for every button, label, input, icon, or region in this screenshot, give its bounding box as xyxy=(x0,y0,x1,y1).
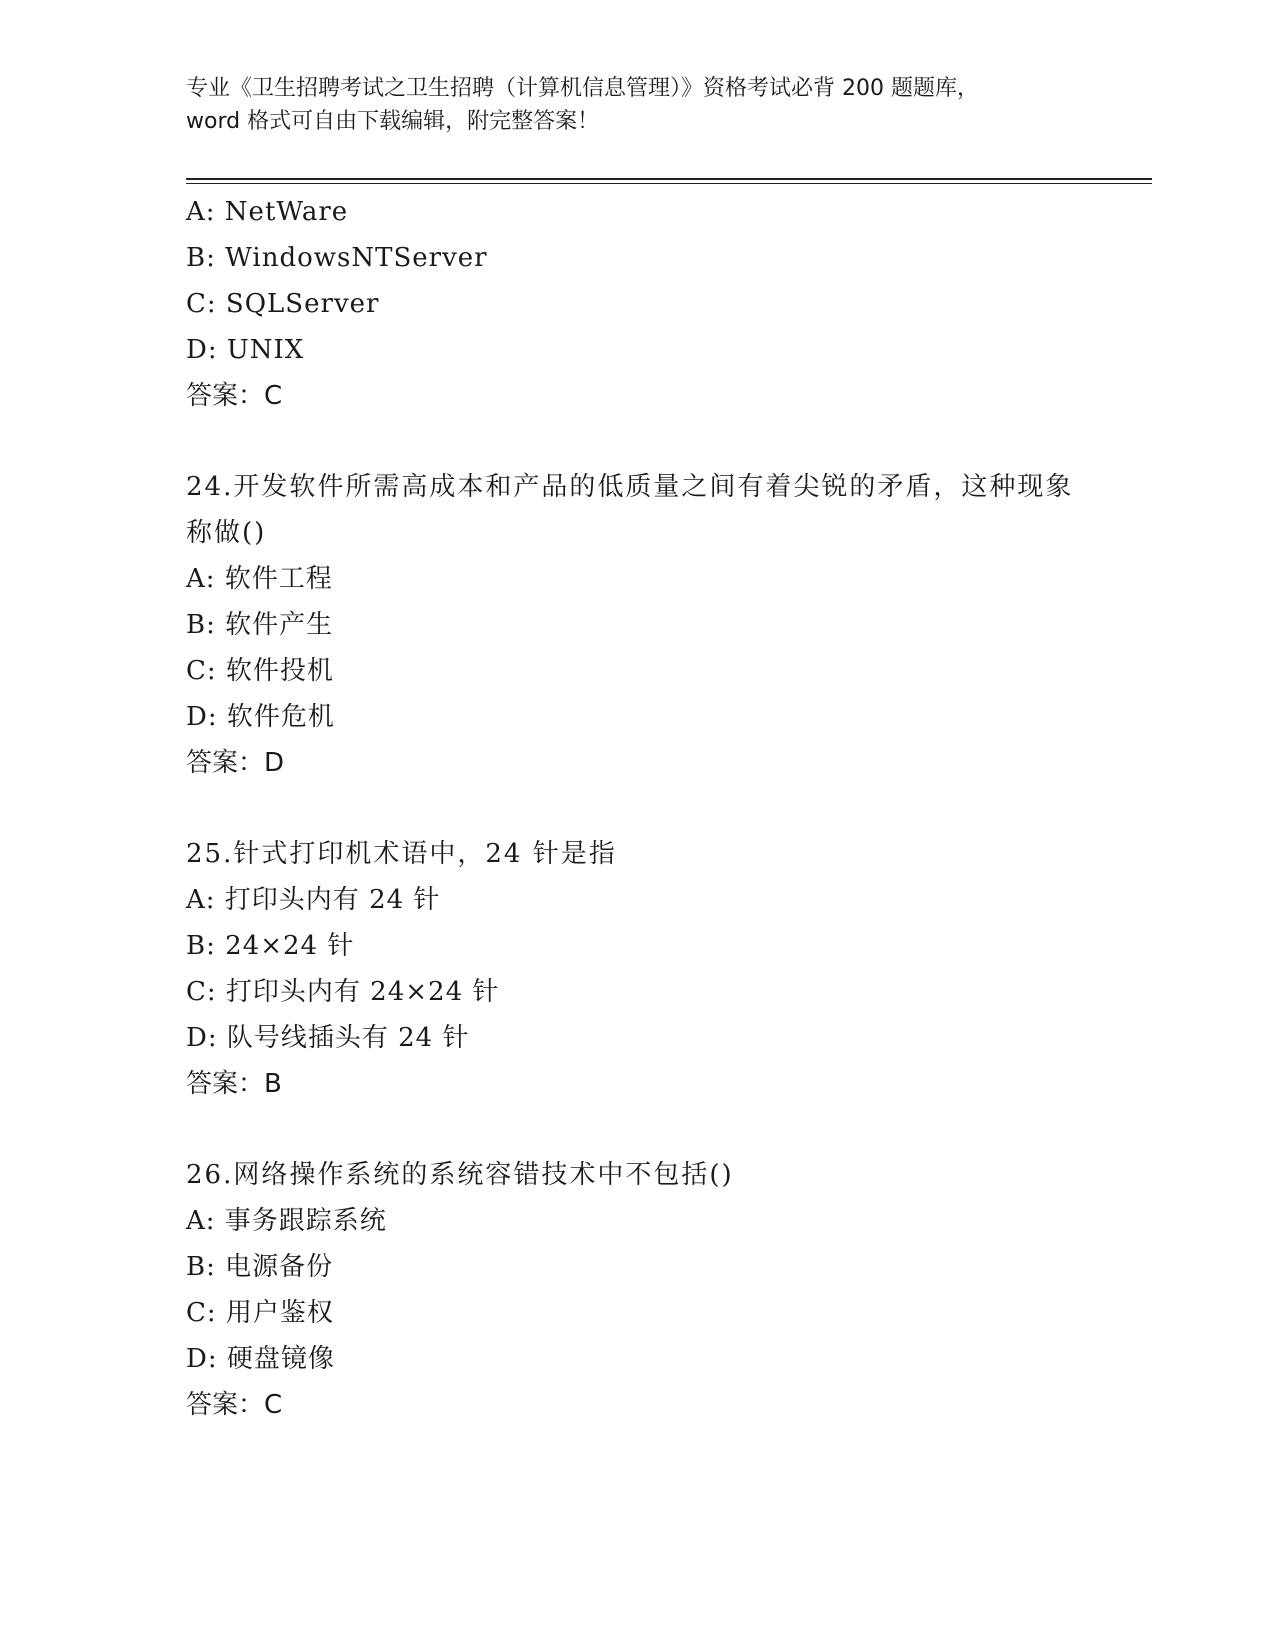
option-b: B: 软件产生 xyxy=(186,610,334,640)
option-c: C: 打印头内有 24×24 针 xyxy=(186,977,500,1007)
question-block-23 xyxy=(186,189,1086,419)
option-c: C: SQLServer xyxy=(186,289,380,319)
option-d: D: 软件危机 xyxy=(186,702,335,732)
question-block-24 xyxy=(186,464,1086,786)
document-header xyxy=(186,72,1086,138)
question-text: 24.开发软件所需高成本和产品的低质量之间有着尖锐的矛盾，这种现象称做() xyxy=(186,472,1074,548)
answer-text: 答案：D xyxy=(186,748,285,778)
option-d: D: UNIX xyxy=(186,335,305,365)
option-d: D: 硬盘镜像 xyxy=(186,1344,335,1374)
question-block-25 xyxy=(186,831,1086,1107)
question-block-26 xyxy=(186,1152,1086,1428)
question-list xyxy=(186,189,1086,1428)
answer-text: 答案：C xyxy=(186,1390,283,1420)
answer-text: 答案：C xyxy=(186,381,283,411)
option-c: C: 软件投机 xyxy=(186,656,334,686)
header-line-1: 专业《卫生招聘考试之卫生招聘（计算机信息管理）》资格考试必背 200 题题库， xyxy=(186,76,979,101)
header-divider-thin xyxy=(186,183,1152,184)
option-b: B: 电源备份 xyxy=(186,1252,334,1282)
answer-text: 答案：B xyxy=(186,1069,282,1099)
option-a: A: 打印头内有 24 针 xyxy=(186,885,441,915)
option-a: A: 软件工程 xyxy=(186,564,333,594)
option-a: A: 事务跟踪系统 xyxy=(186,1206,387,1236)
option-c: C: 用户鉴权 xyxy=(186,1298,334,1328)
option-b: B: 24×24 针 xyxy=(186,931,355,961)
option-d: D: 队号线插头有 24 针 xyxy=(186,1023,470,1053)
header-line-2: word 格式可自由下载编辑，附完整答案！ xyxy=(186,109,600,134)
question-text: 25.针式打印机术语中，24 针是指 xyxy=(186,839,617,869)
question-text: 26.网络操作系统的系统容错技术中不包括() xyxy=(186,1160,734,1190)
option-b: B: WindowsNTServer xyxy=(186,243,488,273)
header-divider-thick xyxy=(186,178,1152,180)
option-a: A: NetWare xyxy=(186,197,349,227)
